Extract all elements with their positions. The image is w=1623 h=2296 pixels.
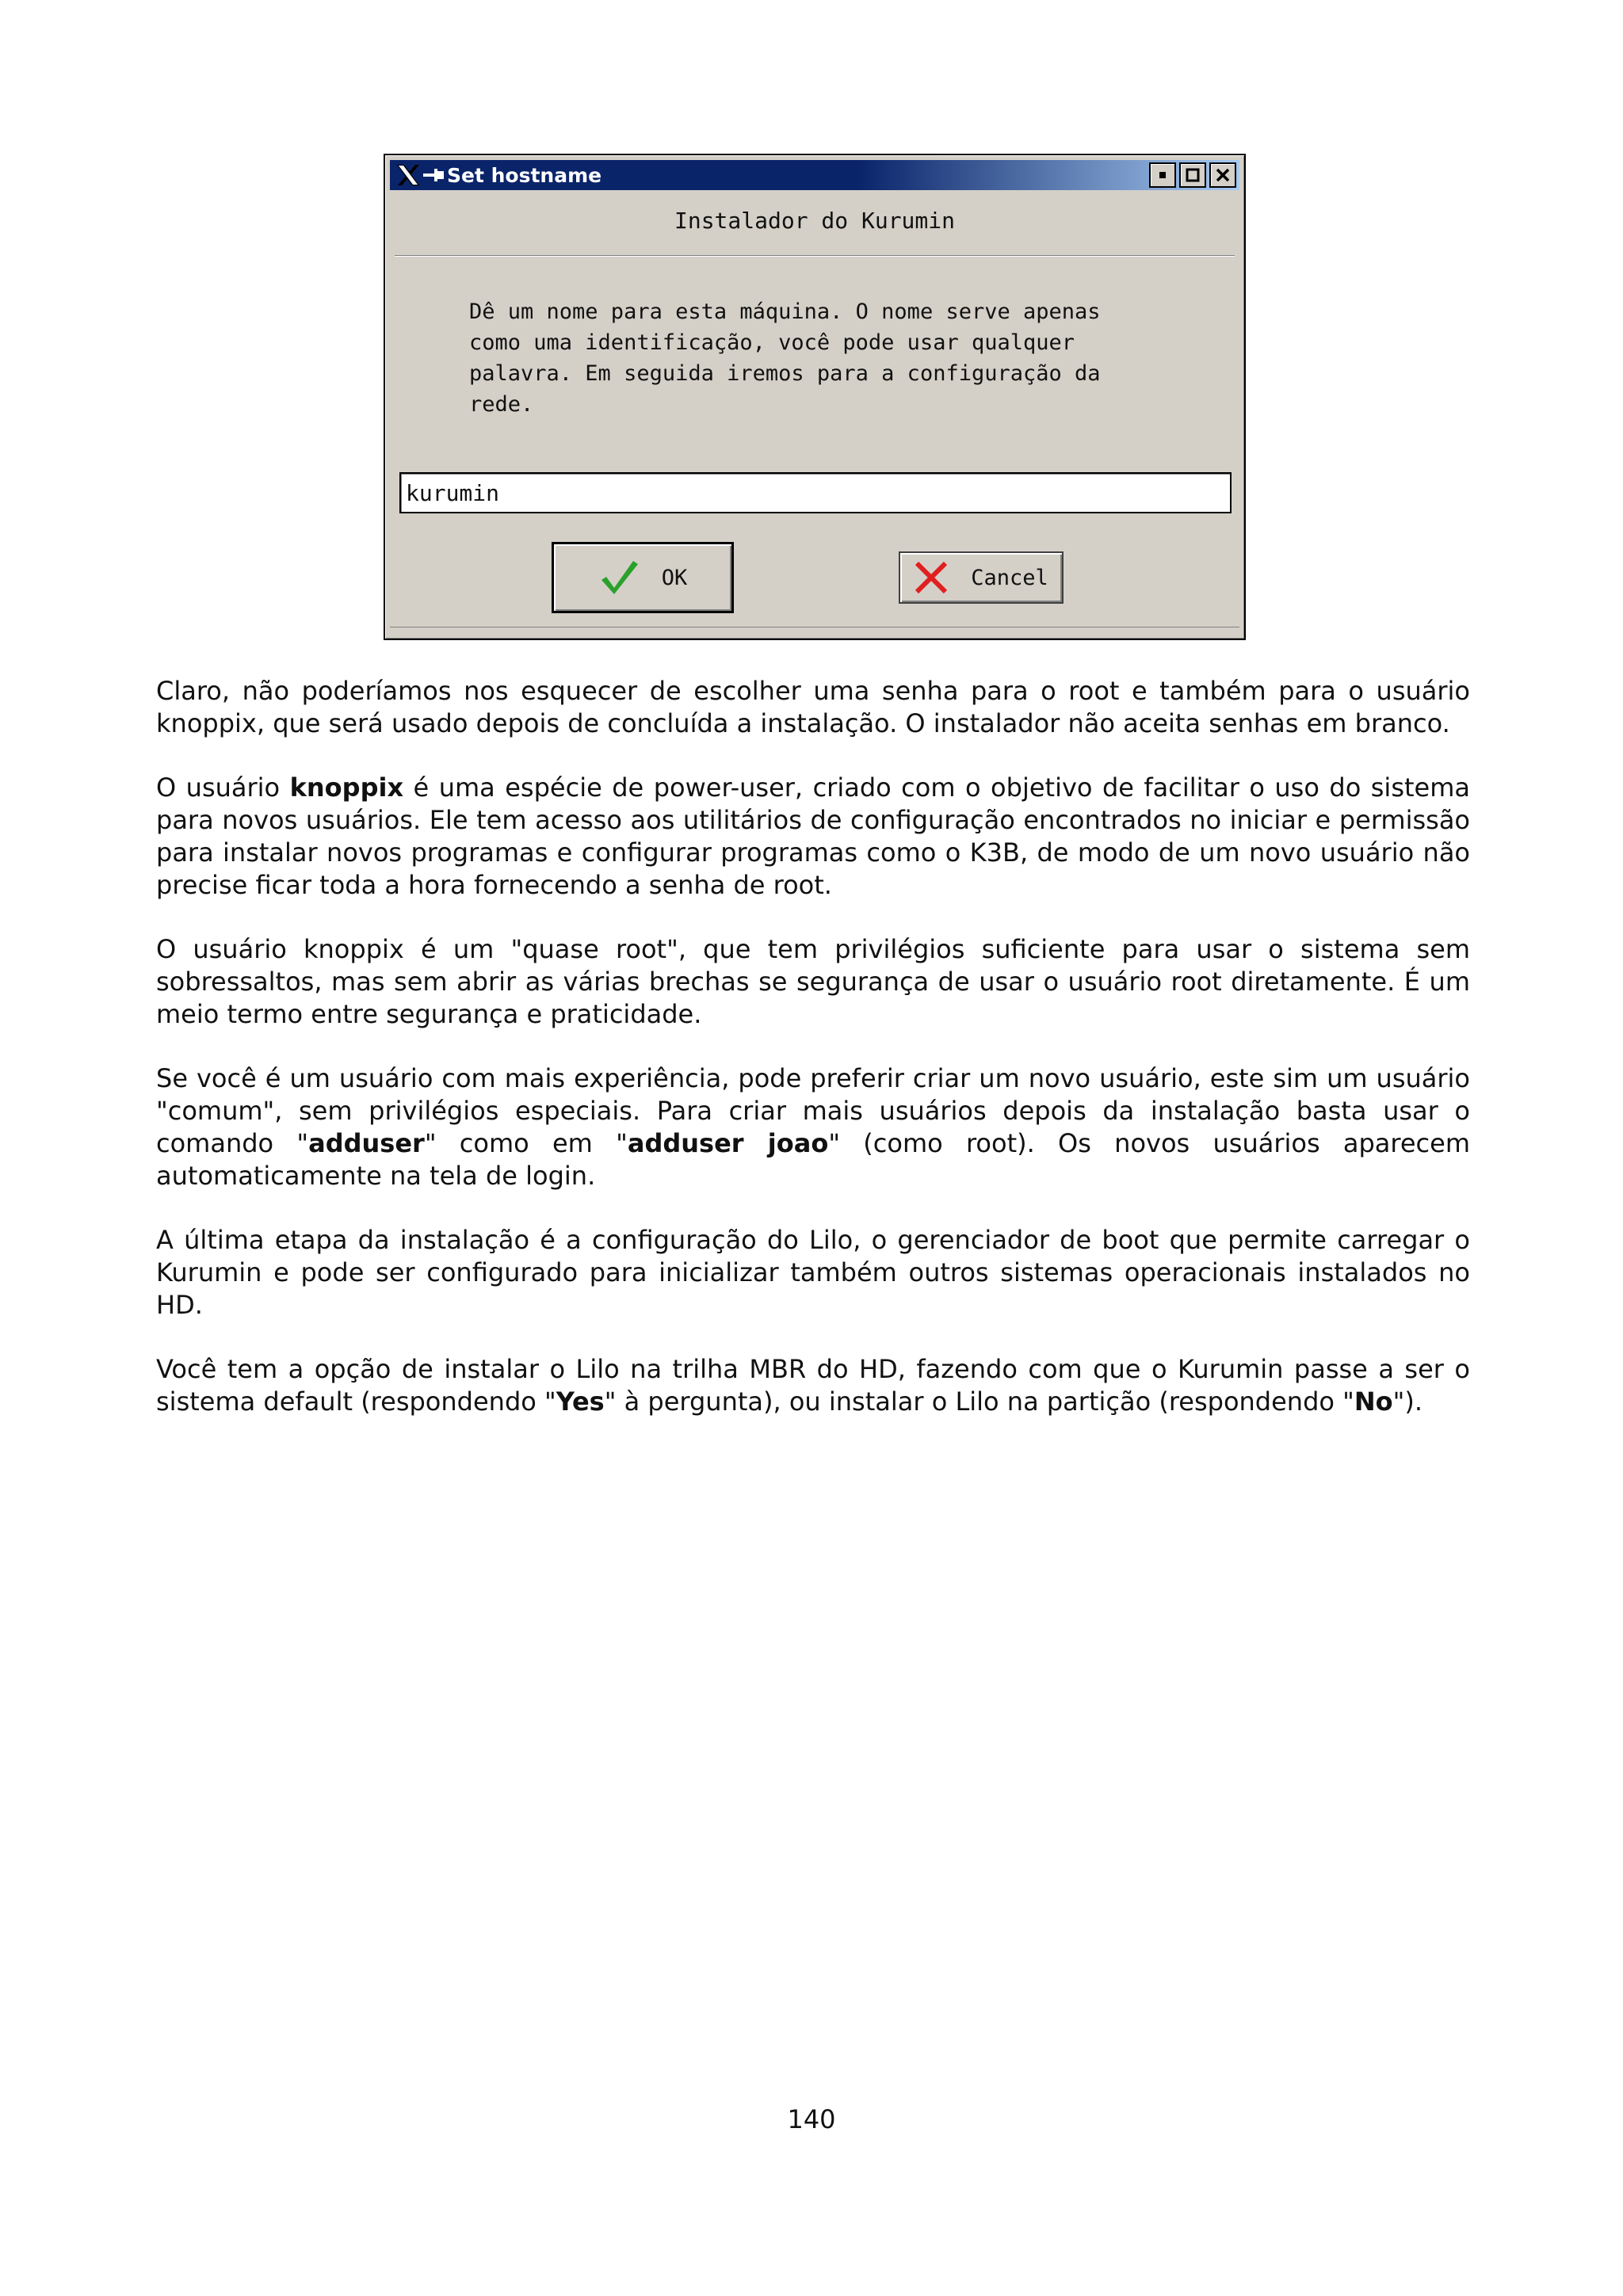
minimize-button[interactable] — [1149, 162, 1176, 188]
paragraph: A última etapa da instalação é a configuração do Lilo, o gerenciador de boot que permite carregar o Kurumin e pode ser configurado para inicializar também outros sistemas operacionais instalados no HD. — [156, 1225, 1470, 1320]
bold-term: No — [1354, 1386, 1393, 1417]
window-titlebar[interactable] — [390, 160, 1239, 190]
hostname-input[interactable] — [399, 472, 1232, 513]
pin-icon — [422, 163, 445, 187]
paragraph: Se você é um usuário com mais experiência, pode preferir criar um novo usuário, este sim um usuário "comum", sem privilégios especiais. Para criar mais usuários depois da instalação basta usar o comando "adduser" como em "adduser joao" (como root). Os novos usuários aparecem automaticamente na tela de login. — [156, 1063, 1471, 1191]
cancel-button[interactable] — [899, 551, 1064, 604]
bold-term: adduser joao — [627, 1128, 829, 1158]
window-menu[interactable] — [390, 160, 447, 190]
paragraph: Claro, não poderíamos nos esquecer de escolher uma senha para o root e também para o usuário knoppix, que será usado depois de concluída a instalação. O instalador não aceita senhas em branco. — [156, 676, 1470, 738]
ok-button[interactable] — [552, 542, 734, 613]
bold-term: Yes — [556, 1386, 605, 1417]
maximize-button[interactable] — [1179, 162, 1206, 188]
bold-term: adduser — [308, 1128, 425, 1158]
dialog-separator — [395, 255, 1235, 257]
document-body — [156, 675, 1470, 1450]
title-buttons — [1149, 162, 1236, 188]
cancel-button-label: Cancel — [971, 565, 1048, 590]
x-logo-icon — [395, 163, 422, 187]
set-hostname-window — [384, 154, 1246, 640]
cancel-x-icon — [914, 560, 949, 595]
dialog-heading: Instalador do Kurumin — [674, 208, 955, 234]
message-line: como uma identificação, você pode usar qualquer — [469, 330, 1075, 355]
window-resize-strip[interactable] — [390, 627, 1239, 635]
paragraph: Você tem a opção de instalar o Lilo na trilha MBR do HD, fazendo com que o Kurumin passe a ser o sistema default (respondendo "Yes" à pergunta), ou instalar o Lilo na partição (respondendo "No"). — [156, 1354, 1470, 1417]
close-button[interactable] — [1209, 162, 1236, 188]
ok-button-label: OK — [661, 565, 688, 590]
close-icon — [1215, 167, 1231, 183]
checkmark-icon — [598, 558, 640, 597]
message-line: rede. — [469, 392, 534, 417]
paragraph: O usuário knoppix é um "quase root", que tem privilégios suficiente para usar o sistema sem sobressaltos, mas sem abrir as várias brechas se segurança de usar o usuário root diretamente. É um meio termo entre segurança e praticidade. — [156, 934, 1470, 1029]
paragraph: O usuário knoppix é uma espécie de power-user, criado com o objetivo de facilitar o uso do sistema para novos usuários. Ele tem acesso aos utilitários de configuração encontrados no iniciar e permissão para instalar novos programas e configurar programas como o K3B, de modo de um novo usuário não precise ficar toda a hora fornecendo a senha de root. — [156, 772, 1471, 900]
window-title: Set hostname — [447, 163, 602, 187]
dialog-message — [469, 296, 1182, 420]
bold-term: knoppix — [289, 772, 404, 803]
minimize-icon — [1155, 167, 1170, 183]
page-number: 140 — [787, 2104, 836, 2134]
message-line: palavra. Em seguida iremos para a configuração da — [469, 361, 1101, 386]
maximize-icon — [1185, 167, 1201, 183]
message-line: Dê um nome para esta máquina. O nome serve apenas — [469, 299, 1101, 324]
